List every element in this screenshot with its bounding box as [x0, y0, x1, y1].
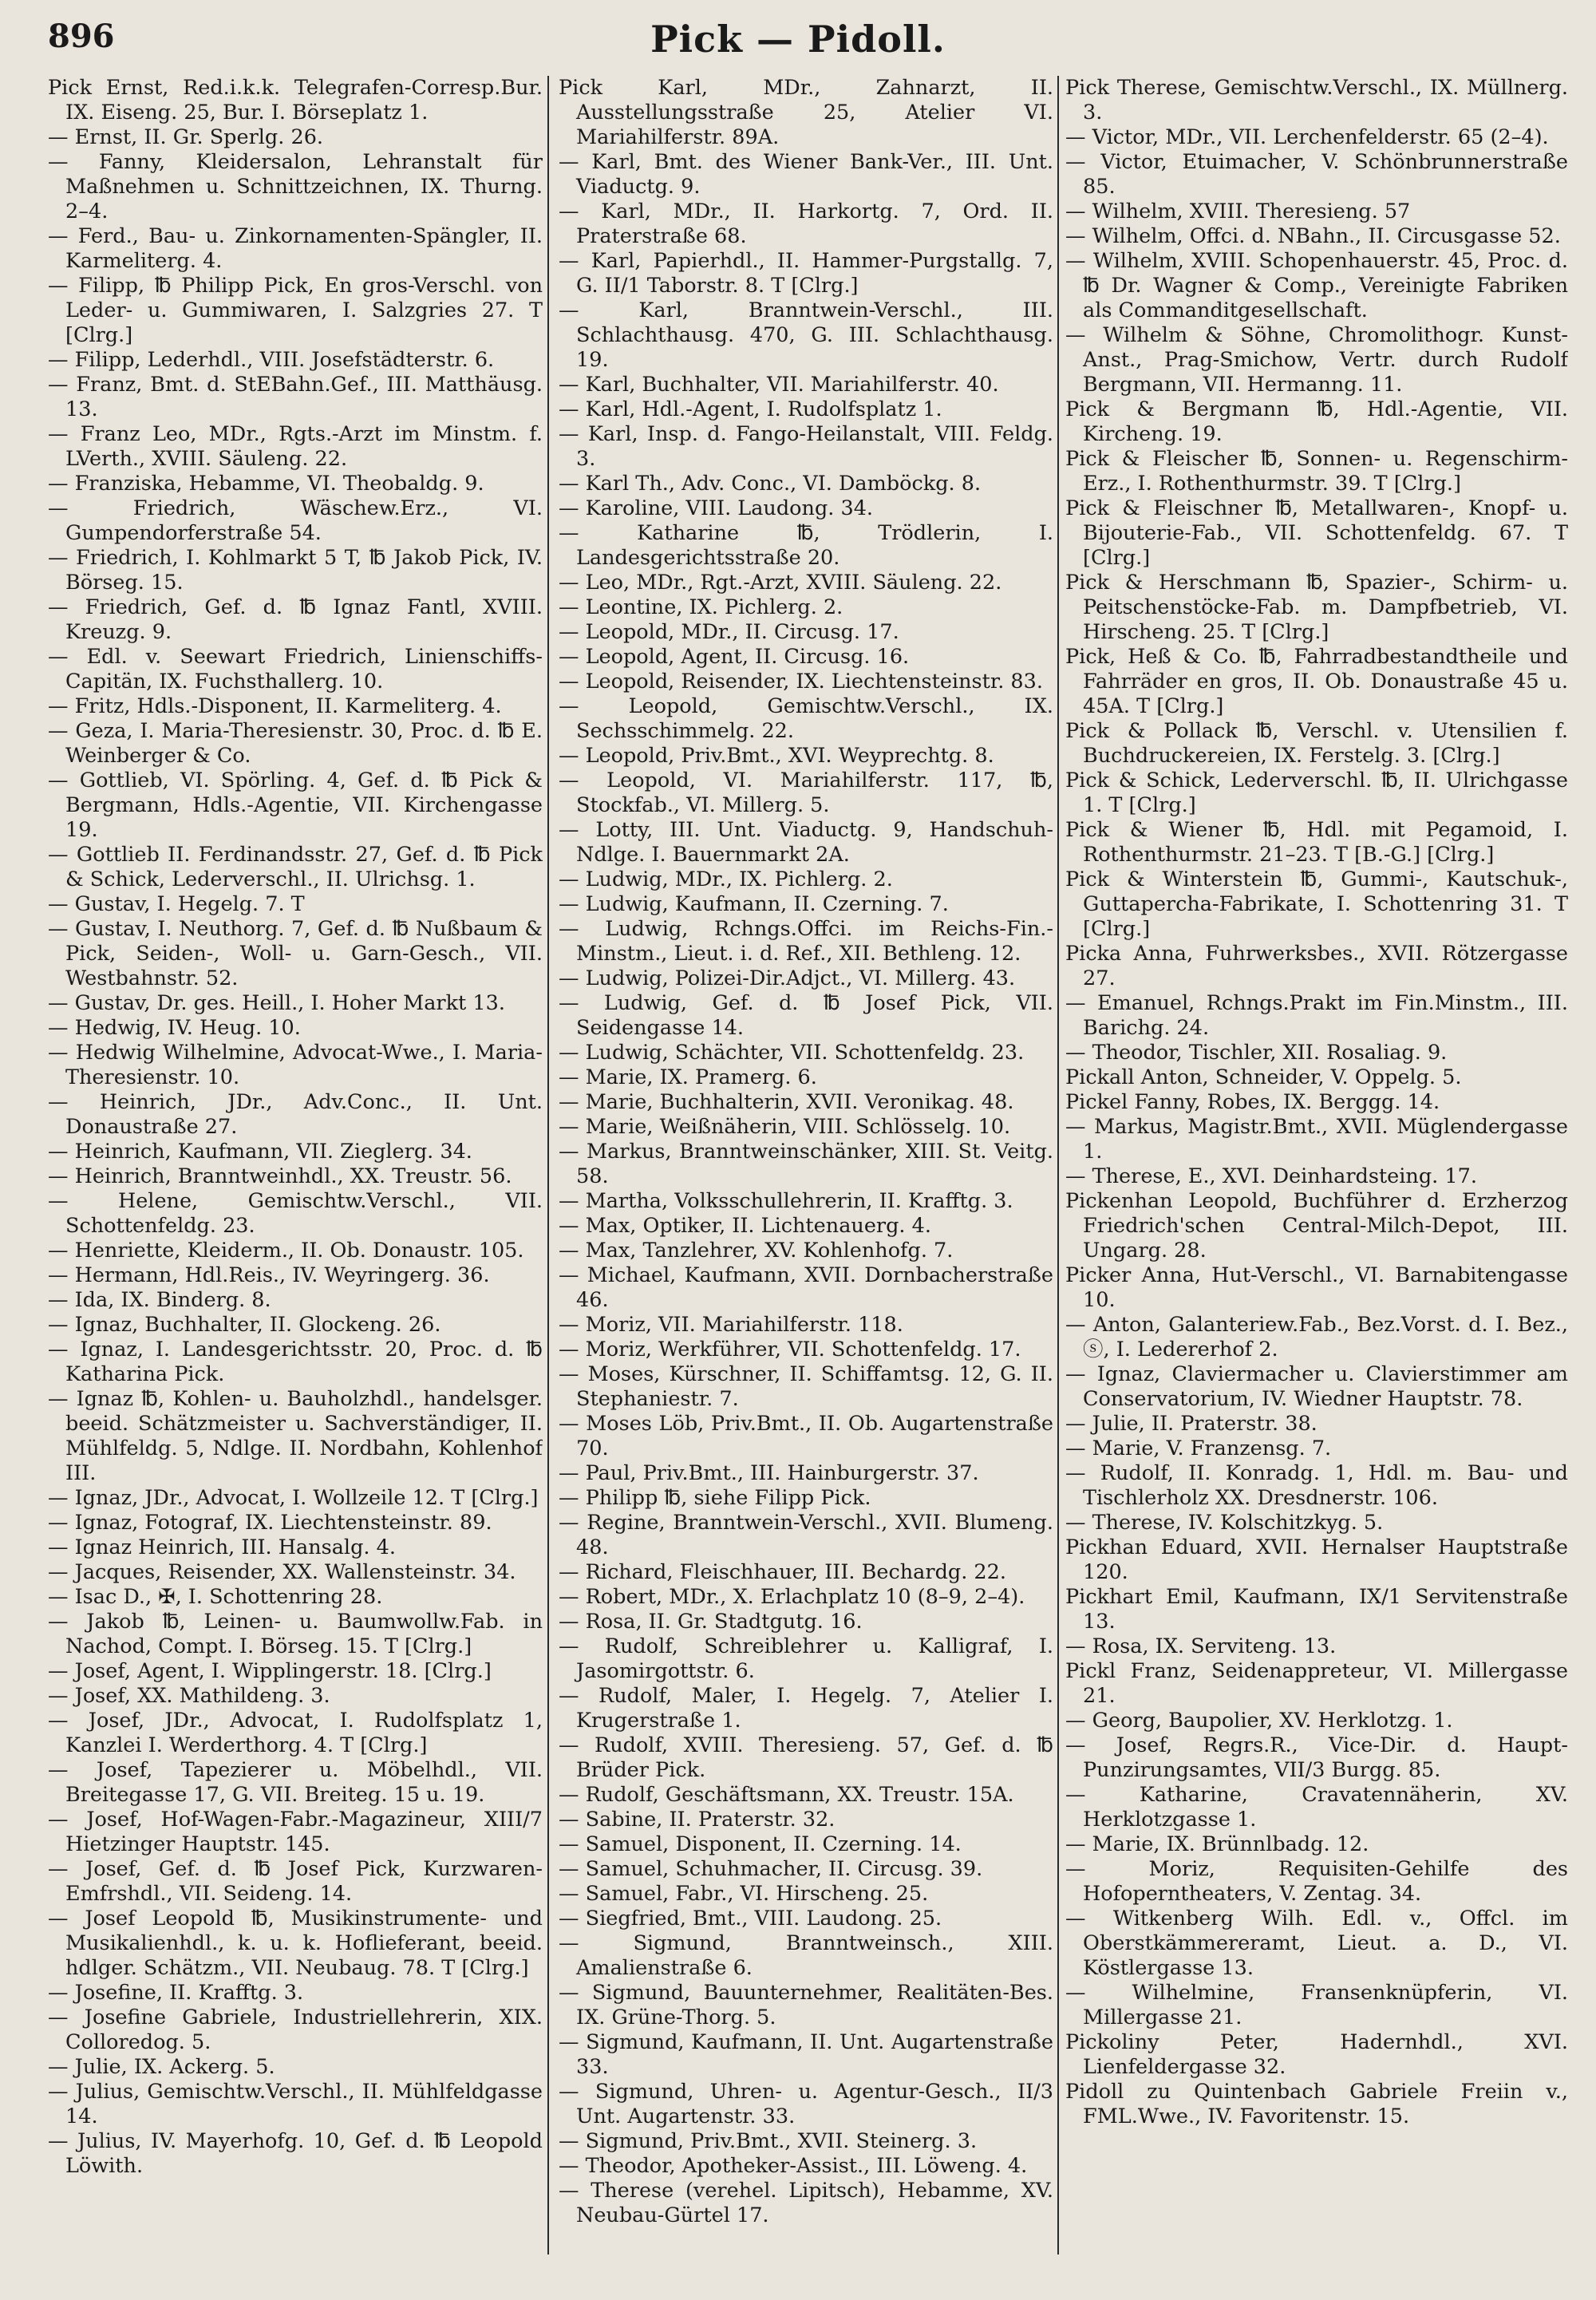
- directory-entry: — Rosa, II. Gr. Stadtgutg. 16.: [559, 1610, 863, 1634]
- directory-entry: — Geza, I. Maria-Theresienstr. 30, Proc. d. ℔ E. Weinberger & Co.: [48, 719, 543, 768]
- column-1: [48, 76, 543, 2278]
- directory-entry: — Rudolf, XVIII. Theresieng. 57, Gef. d. ℔ Brüder Pick.: [559, 1733, 1053, 1782]
- directory-entry: — Ignaz, JDr., Advocat, I. Wollzeile 12. T [Clrg.]: [48, 1486, 539, 1510]
- directory-entry: — Heinrich, JDr., Adv.Conc., II. Unt. Donaustraße 27.: [48, 1090, 543, 1139]
- directory-entry: — Wilhelmine, Fransenknüpferin, VI. Millergasse 21.: [1065, 1981, 1568, 2029]
- directory-entry: — Ludwig, MDr., IX. Pichlerg. 2.: [559, 867, 893, 891]
- directory-entry: — Wilhelm, XVIII. Schopenhauerstr. 45, Proc. d. ℔ Dr. Wagner & Comp., Vereinigte Fabriken als Commanditgesellschaft.: [1065, 249, 1568, 322]
- directory-entry: — Julius, IV. Mayerhofg. 10, Gef. d. ℔ Leopold Löwith.: [48, 2129, 543, 2178]
- directory-entry: — Josef, Agent, I. Wipplingerstr. 18. [Clrg.]: [48, 1659, 492, 1683]
- directory-entry: — Marie, Weißnäherin, VIII. Schlösselg. 10.: [559, 1115, 1011, 1139]
- directory-entry: — Rudolf, Schreiblehrer u. Kalligraf, I. Jasomirgottstr. 6.: [559, 1634, 1053, 1683]
- directory-entry: — Katharine, Cravatennäherin, XV. Herklotzgasse 1.: [1065, 1783, 1568, 1832]
- directory-entry: — Robert, MDr., X. Erlachplatz 10 (8–9, 2–4).: [559, 1585, 1025, 1609]
- directory-entry: — Filipp, ℔ Philipp Pick, En gros-Verschl. von Leder- u. Gummiwaren, I. Salzgries 27. T [Clrg.]: [48, 274, 543, 347]
- directory-entry: — Leopold, Gemischtw.Verschl., IX. Sechsschimmelg. 22.: [559, 694, 1053, 743]
- directory-entry: Pick & Wiener ℔, Hdl. mit Pegamoid, I. Rothenthurmstr. 21–23. T [B.-G.] [Clrg.]: [1065, 818, 1568, 867]
- directory-entry: — Josefine Gabriele, Industriellehrerin, XIX. Colloredog. 5.: [48, 2006, 543, 2054]
- directory-entry: — Leopold, MDr., II. Circusg. 17.: [559, 620, 899, 644]
- directory-entry: — Samuel, Disponent, II. Czerning. 14.: [559, 1832, 962, 1856]
- page-number: 896: [48, 18, 115, 55]
- directory-entry: Pick Karl, MDr., Zahnarzt, II. Ausstellungsstraße 25, Atelier VI. Mariahilferstr. 89A.: [559, 76, 1053, 149]
- directory-entry: — Leo, MDr., Rgt.-Arzt, XVIII. Säuleng. 22.: [559, 571, 1002, 595]
- directory-entry: Pick & Winterstein ℔, Gummi-, Kautschuk-, Guttapercha-Fabrikate, I. Schottenring 31. T [Clrg.]: [1065, 867, 1568, 941]
- directory-entry: — Marie, IX. Brünnlbadg. 12.: [1065, 1832, 1369, 1856]
- directory-entry: — Ferd., Bau- u. Zinkornamenten-Spängler, II. Karmeliterg. 4.: [48, 224, 543, 273]
- directory-entry: — Friedrich, Wäschew.Erz., VI. Gumpendorferstraße 54.: [48, 496, 543, 545]
- column-3: [1065, 76, 1568, 2278]
- directory-entry: — Karl Th., Adv. Conc., VI. Damböckg. 8.: [559, 472, 982, 496]
- directory-entry: — Rosa, IX. Serviteng. 13.: [1065, 1634, 1337, 1658]
- directory-entry: — Josef, Tapezierer u. Möbelhdl., VII. Breitegasse 17, G. VII. Breiteg. 15 u. 19.: [48, 1758, 543, 1807]
- directory-entry: Pick, Heß & Co. ℔, Fahrradbestandtheile und Fahrräder en gros, II. Ob. Donaustraße 45 u. 45A. T [Clrg.]: [1065, 645, 1568, 718]
- directory-entry: — Ignaz, Fotograf, IX. Liechtensteinstr. 89.: [48, 1511, 492, 1535]
- directory-entry: — Ignaz Heinrich, III. Hansalg. 4.: [48, 1535, 396, 1559]
- directory-entry: — Ignaz ℔, Kohlen- u. Bauholzhdl., handelsger. beeid. Schätzmeister u. Sachverständiger, II. Mühlfeldg. 5, Ndlge. II. Nordbahn, Kohlenhof III.: [48, 1387, 543, 1485]
- directory-entry: — Leopold, VI. Mariahilferstr. 117, ℔, Stockfab., VI. Millerg. 5.: [559, 769, 1053, 817]
- directory-entry: — Jakob ℔, Leinen- u. Baumwollw.Fab. in Nachod, Compt. I. Börseg. 15. T [Clrg.]: [48, 1610, 543, 1658]
- directory-entry: — Ignaz, Claviermacher u. Clavierstimmer am Conservatorium, IV. Wiedner Hauptstr. 78.: [1065, 1362, 1568, 1411]
- directory-entry: — Fritz, Hdls.-Disponent, II. Karmeliterg. 4.: [48, 694, 502, 718]
- directory-entry: — Gustav, Dr. ges. Heill., I. Hoher Markt 13.: [48, 991, 505, 1015]
- directory-entry: — Moriz, Requisiten-Gehilfe des Hofoperntheaters, V. Zentag. 34.: [1065, 1857, 1568, 1906]
- directory-entry: — Henriette, Kleiderm., II. Ob. Donaustr. 105.: [48, 1239, 524, 1263]
- directory-entry: — Franz, Bmt. d. StEBahn.Gef., III. Matthäusg. 13.: [48, 373, 543, 421]
- directory-entry: — Markus, Branntweinschänker, XIII. St. Veitg. 58.: [559, 1140, 1053, 1188]
- directory-entry: — Julius, Gemischtw.Verschl., II. Mühlfeldgasse 14.: [48, 2080, 543, 2128]
- directory-entry: — Rudolf, Maler, I. Hegelg. 7, Atelier I. Krugerstraße 1.: [559, 1684, 1053, 1733]
- column-divider: [547, 76, 549, 2255]
- column-2: [559, 76, 1053, 2278]
- directory-entry: — Jacques, Reisender, XX. Wallensteinstr. 34.: [48, 1560, 516, 1584]
- directory-entry: — Rudolf, Geschäftsmann, XX. Treustr. 15A.: [559, 1783, 1014, 1807]
- directory-entry: — Hermann, Hdl.Reis., IV. Weyringerg. 36.: [48, 1263, 490, 1287]
- directory-entry: — Emanuel, Rchngs.Prakt im Fin.Minstm., III. Barichg. 24.: [1065, 991, 1568, 1040]
- directory-entry: Pidoll zu Quintenbach Gabriele Freiin v., FML.Wwe., IV. Favoritenstr. 15.: [1065, 2080, 1568, 2128]
- directory-entry: — Sigmund, Kaufmann, II. Unt. Augartenstraße 33.: [559, 2030, 1053, 2079]
- directory-entry: — Hedwig, IV. Heug. 10.: [48, 1016, 301, 1040]
- directory-entry: — Marie, IX. Pramerg. 6.: [559, 1065, 817, 1089]
- directory-entry: — Moses, Kürschner, II. Schiffamtsg. 12, G. II. Stephaniestr. 7.: [559, 1362, 1053, 1411]
- directory-entry: Picka Anna, Fuhrwerksbes., XVII. Rötzergasse 27.: [1065, 942, 1568, 990]
- directory-entry: — Philipp ℔, siehe Filipp Pick.: [559, 1486, 871, 1510]
- directory-entry: — Julie, IX. Ackerg. 5.: [48, 2055, 275, 2079]
- directory-entry: — Anton, Galanteriew.Fab., Bez.Vorst. d. I. Bez., ⓢ, I. Ledererhof 2.: [1065, 1313, 1568, 1361]
- directory-entry: — Ludwig, Gef. d. ℔ Josef Pick, VII. Seidengasse 14.: [559, 991, 1053, 1040]
- directory-entry: — Rudolf, II. Konradg. 1, Hdl. m. Bau- und Tischlerholz XX. Dresdnerstr. 106.: [1065, 1461, 1568, 1510]
- directory-entry: — Moriz, Werkführer, VII. Schottenfeldg. 17.: [559, 1338, 1021, 1361]
- directory-entry: — Moses Löb, Priv.Bmt., II. Ob. Augartenstraße 70.: [559, 1412, 1053, 1460]
- directory-entry: — Sabine, II. Praterstr. 32.: [559, 1808, 836, 1832]
- directory-entry: — Karoline, VIII. Laudong. 34.: [559, 496, 874, 520]
- directory-entry: — Isac D., ✠, I. Schottenring 28.: [48, 1585, 383, 1609]
- directory-entry: — Leopold, Reisender, IX. Liechtensteinstr. 83.: [559, 670, 1043, 694]
- directory-entry: Pickoliny Peter, Hadernhdl., XVI. Lienfeldergasse 32.: [1065, 2030, 1568, 2079]
- directory-entry: — Gottlieb II. Ferdinandsstr. 27, Gef. d. ℔ Pick & Schick, Lederverschl., II. Ulrichsg. 1.: [48, 843, 543, 891]
- directory-entry: — Karl, Papierhdl., II. Hammer-Purgstallg. 7, G. II/1 Taborstr. 8. T [Clrg.]: [559, 249, 1053, 298]
- directory-entry: — Wilhelm & Söhne, Chromolithogr. Kunst-Anst., Prag-Smichow, Vertr. durch Rudolf Bergmann, VII. Hermanng. 11.: [1065, 323, 1568, 397]
- directory-entry: Pickall Anton, Schneider, V. Oppelg. 5.: [1065, 1065, 1462, 1089]
- directory-entry: — Gustav, I. Hegelg. 7. T: [48, 892, 305, 916]
- directory-entry: — Karl, Branntwein-Verschl., III. Schlachthausg. 470, G. III. Schlachthausg. 19.: [559, 298, 1053, 372]
- directory-entry: — Samuel, Schuhmacher, II. Circusg. 39.: [559, 1857, 983, 1881]
- directory-entry: — Richard, Fleischhauer, III. Bechardg. 22.: [559, 1560, 1006, 1584]
- directory-entry: Pick & Bergmann ℔, Hdl.-Agentie, VII. Kircheng. 19.: [1065, 397, 1568, 446]
- directory-entry: — Samuel, Fabr., VI. Hirscheng. 25.: [559, 1882, 929, 1906]
- directory-entry: — Sigmund, Priv.Bmt., XVII. Steinerg. 3.: [559, 2129, 978, 2153]
- page-header: Pick — Pidoll.: [650, 18, 946, 61]
- directory-entry: — Lotty, III. Unt. Viaductg. 9, Handschuh-Ndlge. I. Bauernmarkt 2A.: [559, 818, 1053, 867]
- directory-entry: — Witkenberg Wilh. Edl. v., Offcl. im Oberstkämmereramt, Lieut. a. D., VI. Köstlergasse 13.: [1065, 1907, 1568, 1980]
- directory-entry: — Theodor, Apotheker-Assist., III. Löweng. 4.: [559, 2154, 1028, 2178]
- directory-entry: — Josef, JDr., Advocat, I. Rudolfsplatz 1, Kanzlei I. Werderthorg. 4. T [Clrg.]: [48, 1709, 543, 1757]
- directory-entry: — Martha, Volksschullehrerin, II. Krafftg. 3.: [559, 1189, 1013, 1213]
- directory-entry: — Franz Leo, MDr., Rgts.-Arzt im Minstm. f. LVerth., XVIII. Säuleng. 22.: [48, 422, 543, 471]
- directory-entry: — Sigmund, Bauunternehmer, Realitäten-Bes. IX. Grüne-Thorg. 5.: [559, 1981, 1053, 2029]
- directory-entry: — Leopold, Priv.Bmt., XVI. Weyprechtg. 8.: [559, 744, 994, 768]
- directory-entry: — Markus, Magistr.Bmt., XVII. Müglendergasse 1.: [1065, 1115, 1568, 1164]
- directory-entry: — Franziska, Hebamme, VI. Theobaldg. 9.: [48, 472, 484, 496]
- directory-entry: — Max, Tanzlehrer, XV. Kohlenhofg. 7.: [559, 1239, 954, 1263]
- directory-entry: — Siegfried, Bmt., VIII. Laudong. 25.: [559, 1907, 942, 1930]
- directory-entry: Pick & Fleischer ℔, Sonnen- u. Regenschirm-Erz., I. Rothenthurmstr. 39. T [Clrg.]: [1065, 447, 1568, 496]
- directory-entry: — Regine, Branntwein-Verschl., XVII. Blumeng. 48.: [559, 1511, 1053, 1559]
- directory-entry: — Max, Optiker, II. Lichtenauerg. 4.: [559, 1214, 931, 1238]
- directory-entry: — Victor, Etuimacher, V. Schönbrunnerstraße 85.: [1065, 150, 1568, 199]
- directory-entry: Pick Ernst, Red.i.k.k. Telegrafen-Corresp.Bur. IX. Eiseng. 25, Bur. I. Börseplatz 1.: [48, 76, 543, 124]
- directory-entry: Pick & Fleischner ℔, Metallwaren-, Knopf- u. Bijouterie-Fab., VII. Schottenfeldg. 67. T [Clrg.]: [1065, 496, 1568, 570]
- directory-entry: — Helene, Gemischtw.Verschl., VII. Schottenfeldg. 23.: [48, 1189, 543, 1238]
- directory-entry: — Michael, Kaufmann, XVII. Dornbacherstraße 46.: [559, 1263, 1053, 1312]
- directory-entry: — Gustav, I. Neuthorg. 7, Gef. d. ℔ Nußbaum & Pick, Seiden-, Woll- u. Garn-Gesch., VII. Westbahnstr. 52.: [48, 917, 543, 990]
- directory-entry: — Sigmund, Uhren- u. Agentur-Gesch., II/3 Unt. Augartenstr. 33.: [559, 2080, 1053, 2128]
- directory-entry: — Josef, Hof-Wagen-Fabr.-Magazineur, XIII/7 Hietzinger Hauptstr. 145.: [48, 1808, 543, 1856]
- directory-entry: — Josefine, II. Krafftg. 3.: [48, 1981, 304, 2005]
- directory-entry: — Karl, Buchhalter, VII. Mariahilferstr. 40.: [559, 373, 999, 397]
- directory-entry: — Paul, Priv.Bmt., III. Hainburgerstr. 37.: [559, 1461, 979, 1485]
- directory-entry: — Wilhelm, Offci. d. NBahn., II. Circusgasse 52.: [1065, 224, 1561, 248]
- directory-entry: — Karl, MDr., II. Harkortg. 7, Ord. II. Praterstraße 68.: [559, 200, 1053, 248]
- directory-entry: — Leontine, IX. Pichlerg. 2.: [559, 595, 843, 619]
- directory-entry: — Edl. v. Seewart Friedrich, Linienschiffs-Capitän, IX. Fuchsthallerg. 10.: [48, 645, 543, 694]
- directory-entry: Pick Therese, Gemischtw.Verschl., IX. Müllnerg. 3.: [1065, 76, 1568, 124]
- directory-entry: — Ludwig, Polizei-Dir.Adjct., VI. Millerg. 43.: [559, 966, 1016, 990]
- directory-entry: — Marie, Buchhalterin, XVII. Veronikag. 48.: [559, 1090, 1014, 1114]
- directory-entry: Pick & Pollack ℔, Verschl. v. Utensilien f. Buchdruckereien, IX. Ferstelg. 3. [Clrg.]: [1065, 719, 1568, 768]
- directory-entry: — Marie, V. Franzensg. 7.: [1065, 1437, 1332, 1460]
- directory-entry: — Hedwig Wilhelmine, Advocat-Wwe., I. Maria-Theresienstr. 10.: [48, 1041, 543, 1089]
- directory-entry: Pickel Fanny, Robes, IX. Berggg. 14.: [1065, 1090, 1440, 1114]
- directory-entry: Pickl Franz, Seidenappreteur, VI. Millergasse 21.: [1065, 1659, 1568, 1708]
- directory-entry: — Karl, Hdl.-Agent, I. Rudolfsplatz 1.: [559, 397, 942, 421]
- directory-entry: — Sigmund, Branntweinsch., XIII. Amalienstraße 6.: [559, 1931, 1053, 1980]
- directory-entry: — Josef, Gef. d. ℔ Josef Pick, Kurzwaren-Emfrshdl., VII. Seideng. 14.: [48, 1857, 543, 1906]
- directory-entry: — Leopold, Agent, II. Circusg. 16.: [559, 645, 910, 669]
- directory-entry: — Fanny, Kleidersalon, Lehranstalt für Maßnehmen u. Schnittzeichnen, IX. Thurng. 2–4.: [48, 150, 543, 223]
- directory-entry: Pickhart Emil, Kaufmann, IX/1 Servitenstraße 13.: [1065, 1585, 1568, 1634]
- column-divider: [1057, 76, 1059, 2255]
- directory-entry: — Ida, IX. Binderg. 8.: [48, 1288, 271, 1312]
- directory-entry: — Therese, E., XVI. Deinhardsteing. 17.: [1065, 1164, 1477, 1188]
- directory-entry: — Josef Leopold ℔, Musikinstrumente- und Musikalienhdl., k. u. k. Hoflieferant, beeid. hdlger. Schätzm., VII. Neubaug. 78. T [Clrg.]: [48, 1907, 543, 1980]
- directory-entry: — Ludwig, Rchngs.Offci. im Reichs-Fin.-Minstm., Lieut. i. d. Ref., XII. Bethleng. 12.: [559, 917, 1053, 966]
- directory-entry: Pickhan Eduard, XVII. Hernalser Hauptstraße 120.: [1065, 1535, 1568, 1584]
- directory-entry: — Karl, Bmt. des Wiener Bank-Ver., III. Unt. Viaductg. 9.: [559, 150, 1053, 199]
- directory-entry: Pick & Schick, Lederverschl. ℔, II. Ulrichgasse 1. T [Clrg.]: [1065, 769, 1568, 817]
- directory-entry: Pickenhan Leopold, Buchführer d. Erzherzog Friedrich'schen Central-Milch-Depot, III. Ungarg. 28.: [1065, 1189, 1568, 1263]
- directory-entry: — Katharine ℔, Trödlerin, I. Landesgerichtsstraße 20.: [559, 521, 1053, 570]
- directory-entry: Pick & Herschmann ℔, Spazier-, Schirm- u. Peitschenstöcke-Fab. m. Dampfbetrieb, VI. Hirscheng. 25. T [Clrg.]: [1065, 571, 1568, 644]
- directory-entry: — Theodor, Tischler, XII. Rosaliag. 9.: [1065, 1041, 1448, 1065]
- directory-entry: — Filipp, Lederhdl., VIII. Josefstädterstr. 6.: [48, 348, 495, 372]
- directory-entry: — Julie, II. Praterstr. 38.: [1065, 1412, 1317, 1436]
- directory-entry: — Moriz, VII. Mariahilferstr. 118.: [559, 1313, 903, 1337]
- directory-entry: — Heinrich, Kaufmann, VII. Zieglerg. 34.: [48, 1140, 472, 1164]
- directory-entry: — Heinrich, Branntweinhdl., XX. Treustr. 56.: [48, 1164, 512, 1188]
- directory-entry: — Ignaz, Buchhalter, II. Glockeng. 26.: [48, 1313, 441, 1337]
- directory-entry: — Ludwig, Kaufmann, II. Czerning. 7.: [559, 892, 949, 916]
- directory-entry: — Friedrich, Gef. d. ℔ Ignaz Fantl, XVIII. Kreuzg. 9.: [48, 595, 543, 644]
- directory-entry: — Ernst, II. Gr. Sperlg. 26.: [48, 125, 324, 149]
- directory-entry: Picker Anna, Hut-Verschl., VI. Barnabitengasse 10.: [1065, 1263, 1568, 1312]
- directory-entry: — Ignaz, I. Landesgerichtsstr. 20, Proc. d. ℔ Katharina Pick.: [48, 1338, 543, 1386]
- directory-entry: — Victor, MDr., VII. Lerchenfelderstr. 65 (2–4).: [1065, 125, 1549, 149]
- directory-entry: — Wilhelm, XVIII. Theresieng. 57: [1065, 200, 1411, 223]
- directory-entry: — Therese (verehel. Lipitsch), Hebamme, XV. Neubau-Gürtel 17.: [559, 2179, 1053, 2227]
- directory-entry: — Therese, IV. Kolschitzkyg. 5.: [1065, 1511, 1384, 1535]
- directory-entry: — Karl, Insp. d. Fango-Heilanstalt, VIII. Feldg. 3.: [559, 422, 1053, 471]
- directory-entry: — Ludwig, Schächter, VII. Schottenfeldg. 23.: [559, 1041, 1025, 1065]
- directory-entry: — Josef, Regrs.R., Vice-Dir. d. Haupt-Punzirungsamtes, VII/3 Burgg. 85.: [1065, 1733, 1568, 1782]
- directory-entry: — Friedrich, I. Kohlmarkt 5 T, ℔ Jakob Pick, IV. Börseg. 15.: [48, 546, 543, 595]
- directory-entry: — Georg, Baupolier, XV. Herklotzg. 1.: [1065, 1709, 1453, 1733]
- directory-entry: — Josef, XX. Mathildeng. 3.: [48, 1684, 330, 1708]
- directory-entry: — Gottlieb, VI. Spörling. 4, Gef. d. ℔ Pick & Bergmann, Hdls.-Agentie, VII. Kirchengasse 19.: [48, 769, 543, 842]
